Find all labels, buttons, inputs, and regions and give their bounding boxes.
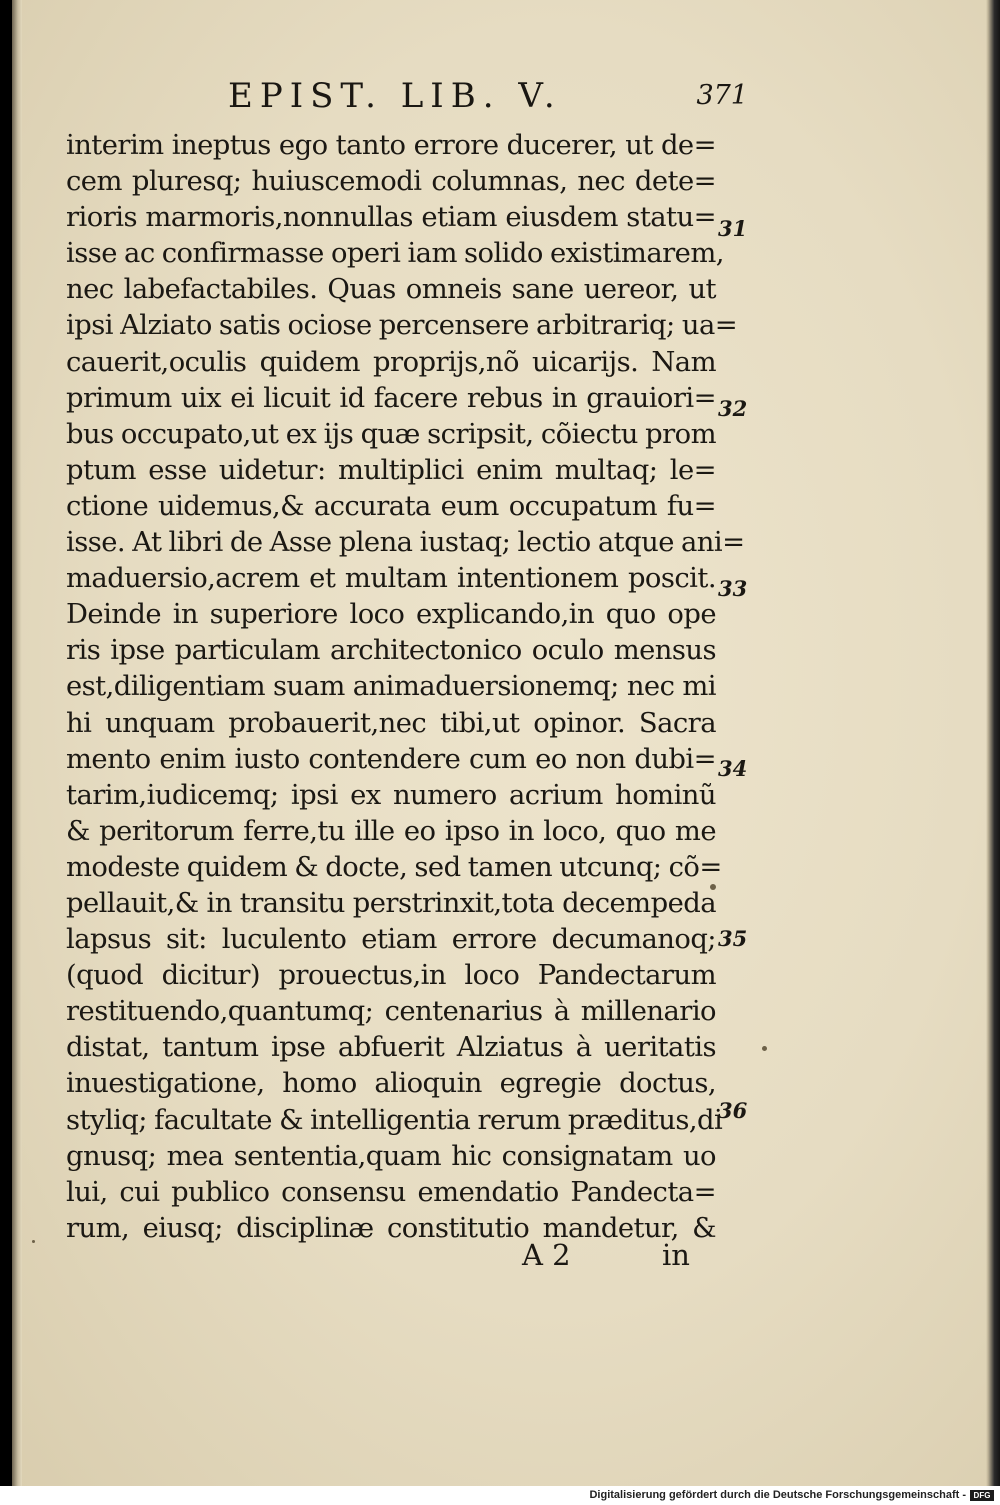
text-line: pellauit,& in transitu perstrinxit,tota decempeda (66, 887, 716, 919)
margin-number: 31 (718, 216, 748, 241)
text-line: Deinde in superiore loco explicando,in quo ope (66, 599, 716, 631)
dfg-logo: DFG (970, 1490, 994, 1501)
text-line: nec labefactabiles. Quas omneis sane uereor, ut (66, 274, 716, 306)
text-line: lapsus sit: luculento etiam errore decumanoq; (66, 924, 716, 956)
text-line: mento enim iusto contendere cum eo non dubi= (66, 743, 716, 775)
running-head: EPIST. LIB. V. (228, 76, 562, 116)
page-header (228, 76, 748, 116)
text-line: cem pluresq; huiuscemodi columnas, nec dete= (66, 166, 716, 198)
text-line: & peritorum ferre,tu ille eo ipso in loco, quo me (66, 815, 716, 847)
footer-bar (0, 1486, 1000, 1505)
text-line: isse. At libri de Asse plena iustaq; lectio atque ani= (66, 527, 745, 559)
ink-speck (32, 1240, 35, 1243)
text-line: rioris marmoris,nonnullas etiam eiusdem statu= (66, 202, 716, 234)
text-line: interim ineptus ego tanto errore ducerer, ut de= (66, 130, 716, 161)
text-line: maduersio,acrem et multam intentionem poscit. (66, 563, 716, 595)
text-line: restituendo,quantumq; centenarius à millenario (66, 996, 716, 1028)
margin-number: 34 (718, 756, 748, 781)
text-line: ris ipse particulam architectonico oculo mensus (66, 635, 716, 667)
text-line: cauerit,oculis quidem proprijs,nõ uicarijs. Nam (66, 346, 716, 378)
text-line: ipsi Alziato satis ociose percensere arbitrariq; ua= (66, 310, 738, 342)
text-line: distat, tantum ipse abfuerit Alziatus à ueritatis (66, 1032, 716, 1064)
page-edge-shadow (986, 0, 1000, 1486)
digitization-credit: Digitalisierung gefördert durch die Deutsche Forschungsgemeinschaft - (589, 1489, 966, 1501)
text-line: modeste quidem & docte, sed tamen utcunq; cõ= (66, 851, 722, 883)
text-line: gnusq; mea sententia,quam hic consignatam uo (66, 1140, 716, 1172)
margin-number: 36 (718, 1098, 748, 1123)
text-line: est,diligentiam suam animaduersionemq; nec mi (66, 671, 716, 703)
text-line: bus occupato,ut ex ijs quæ scripsit, cõiectu prom (66, 418, 716, 450)
signature-mark: A 2 (522, 1238, 571, 1272)
catchword: in (662, 1238, 690, 1272)
margin-number: 35 (718, 926, 748, 951)
folio-number: 371 (696, 80, 748, 111)
text-line: rum, eiusq; disciplinæ constitutio mandetur, & (66, 1212, 716, 1244)
ink-speck (762, 1046, 767, 1051)
text-line: tarim,iudicemq; ipsi ex numero acrium hominũ (66, 779, 716, 811)
text-line: lui, cui publico consensu emendatio Pandecta= (66, 1176, 716, 1208)
text-line: isse ac confirmasse operi iam solido existimarem, (66, 238, 724, 270)
page-gutter-shadow (12, 0, 22, 1486)
text-line: inuestigatione, homo alioquin egregie doctus, (66, 1068, 716, 1100)
text-line: (quod dicitur) prouectus,in loco Pandectarum (66, 960, 716, 992)
margin-number: 33 (718, 576, 748, 601)
text-line: ctione uidemus,& accurata eum occupatum fu= (66, 490, 716, 522)
text-line: primum uix ei licuit id facere rebus in grauiori= (66, 382, 716, 414)
margin-number: 32 (718, 396, 748, 421)
text-line: hi unquam probauerit,nec tibi,ut opinor. Sacra (66, 707, 716, 739)
text-line: styliq; facultate & intelligentia rerum præditus,di (66, 1104, 723, 1136)
text-line: ptum esse uidetur: multiplici enim multaq; le= (66, 454, 716, 486)
